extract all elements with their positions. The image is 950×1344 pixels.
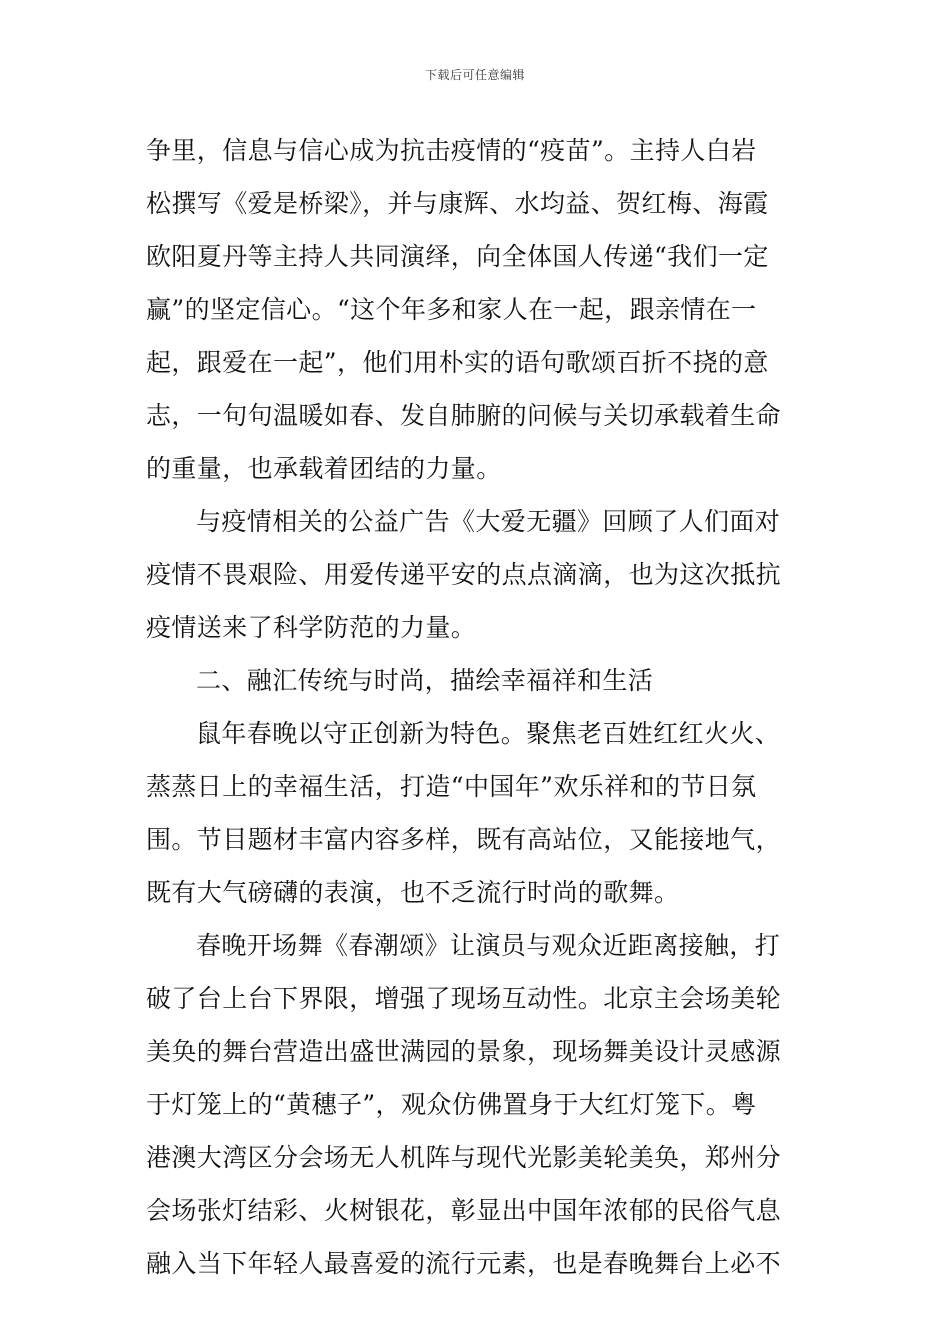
paragraph-first-line: 与疫情相关的公益广告《大爱无疆》回顾了人们面对 [196, 507, 781, 536]
text-line: 松撰写《爱是桥梁》，并与康辉、水均益、贺红梅、海霞 [146, 189, 769, 218]
text-line: 的重量，也承载着团结的力量。 [146, 454, 502, 483]
text-line: 会场张灯结彩、火树银花，彰显出中国年浓郁的民俗气息 [146, 1196, 782, 1225]
text-line: 港澳大湾区分会场无人机阵与现代光影美轮美奂，郑州分 [146, 1143, 782, 1172]
text-line: 疫情不畏艰险、用爱传递平安的点点滴滴，也为这次抵抗 [146, 560, 782, 589]
text-line: 围。节目题材丰富内容多样，既有高站位，又能接地气， [146, 825, 782, 854]
text-line: 于灯笼上的“黄穗子”，观众仿佛置身于大红灯笼下。粤 [146, 1090, 757, 1119]
text-line: 赢”的坚定信心。“这个年多和家人在一起，跟亲情在一 [146, 295, 757, 324]
text-line: 破了台上台下界限，增强了现场互动性。北京主会场美轮 [146, 984, 782, 1013]
paragraph-first-line: 春晚开场舞《春潮颂》让演员与观众近距离接触，打 [196, 931, 781, 960]
text-line: 美奂的舞台营造出盛世满园的景象，现场舞美设计灵感源 [146, 1037, 782, 1066]
body-text [146, 124, 806, 1290]
text-line: 融入当下年轻人最喜爱的流行元素，也是春晚舞台上必不 [146, 1249, 782, 1278]
text-line: 蒸蒸日上的幸福生活，打造“中国年”欢乐祥和的节日氛 [146, 772, 757, 801]
header-note: 下载后可任意编辑 [424, 68, 525, 82]
text-line: 既有大气磅礴的表演，也不乏流行时尚的歌舞。 [146, 878, 680, 907]
text-line: 争里，信息与信心成为抗击疫情的“疫苗”。主持人白岩 [146, 136, 757, 165]
text-line: 欧阳夏丹等主持人共同演绎，向全体国人传递“我们一定 [146, 242, 769, 271]
text-line: 疫情送来了科学防范的力量。 [146, 613, 477, 642]
text-line: 起，跟爱在一起”，他们用朴实的语句歌颂百折不挠的意 [146, 348, 769, 377]
text-line: 志，一句句温暖如春、发自肺腑的问候与关切承载着生命 [146, 401, 782, 430]
section-heading: 二、融汇传统与时尚，描绘幸福祥和生活 [196, 666, 654, 695]
paragraph-first-line: 鼠年春晚以守正创新为特色。聚焦老百姓红红火火、 [196, 719, 781, 748]
